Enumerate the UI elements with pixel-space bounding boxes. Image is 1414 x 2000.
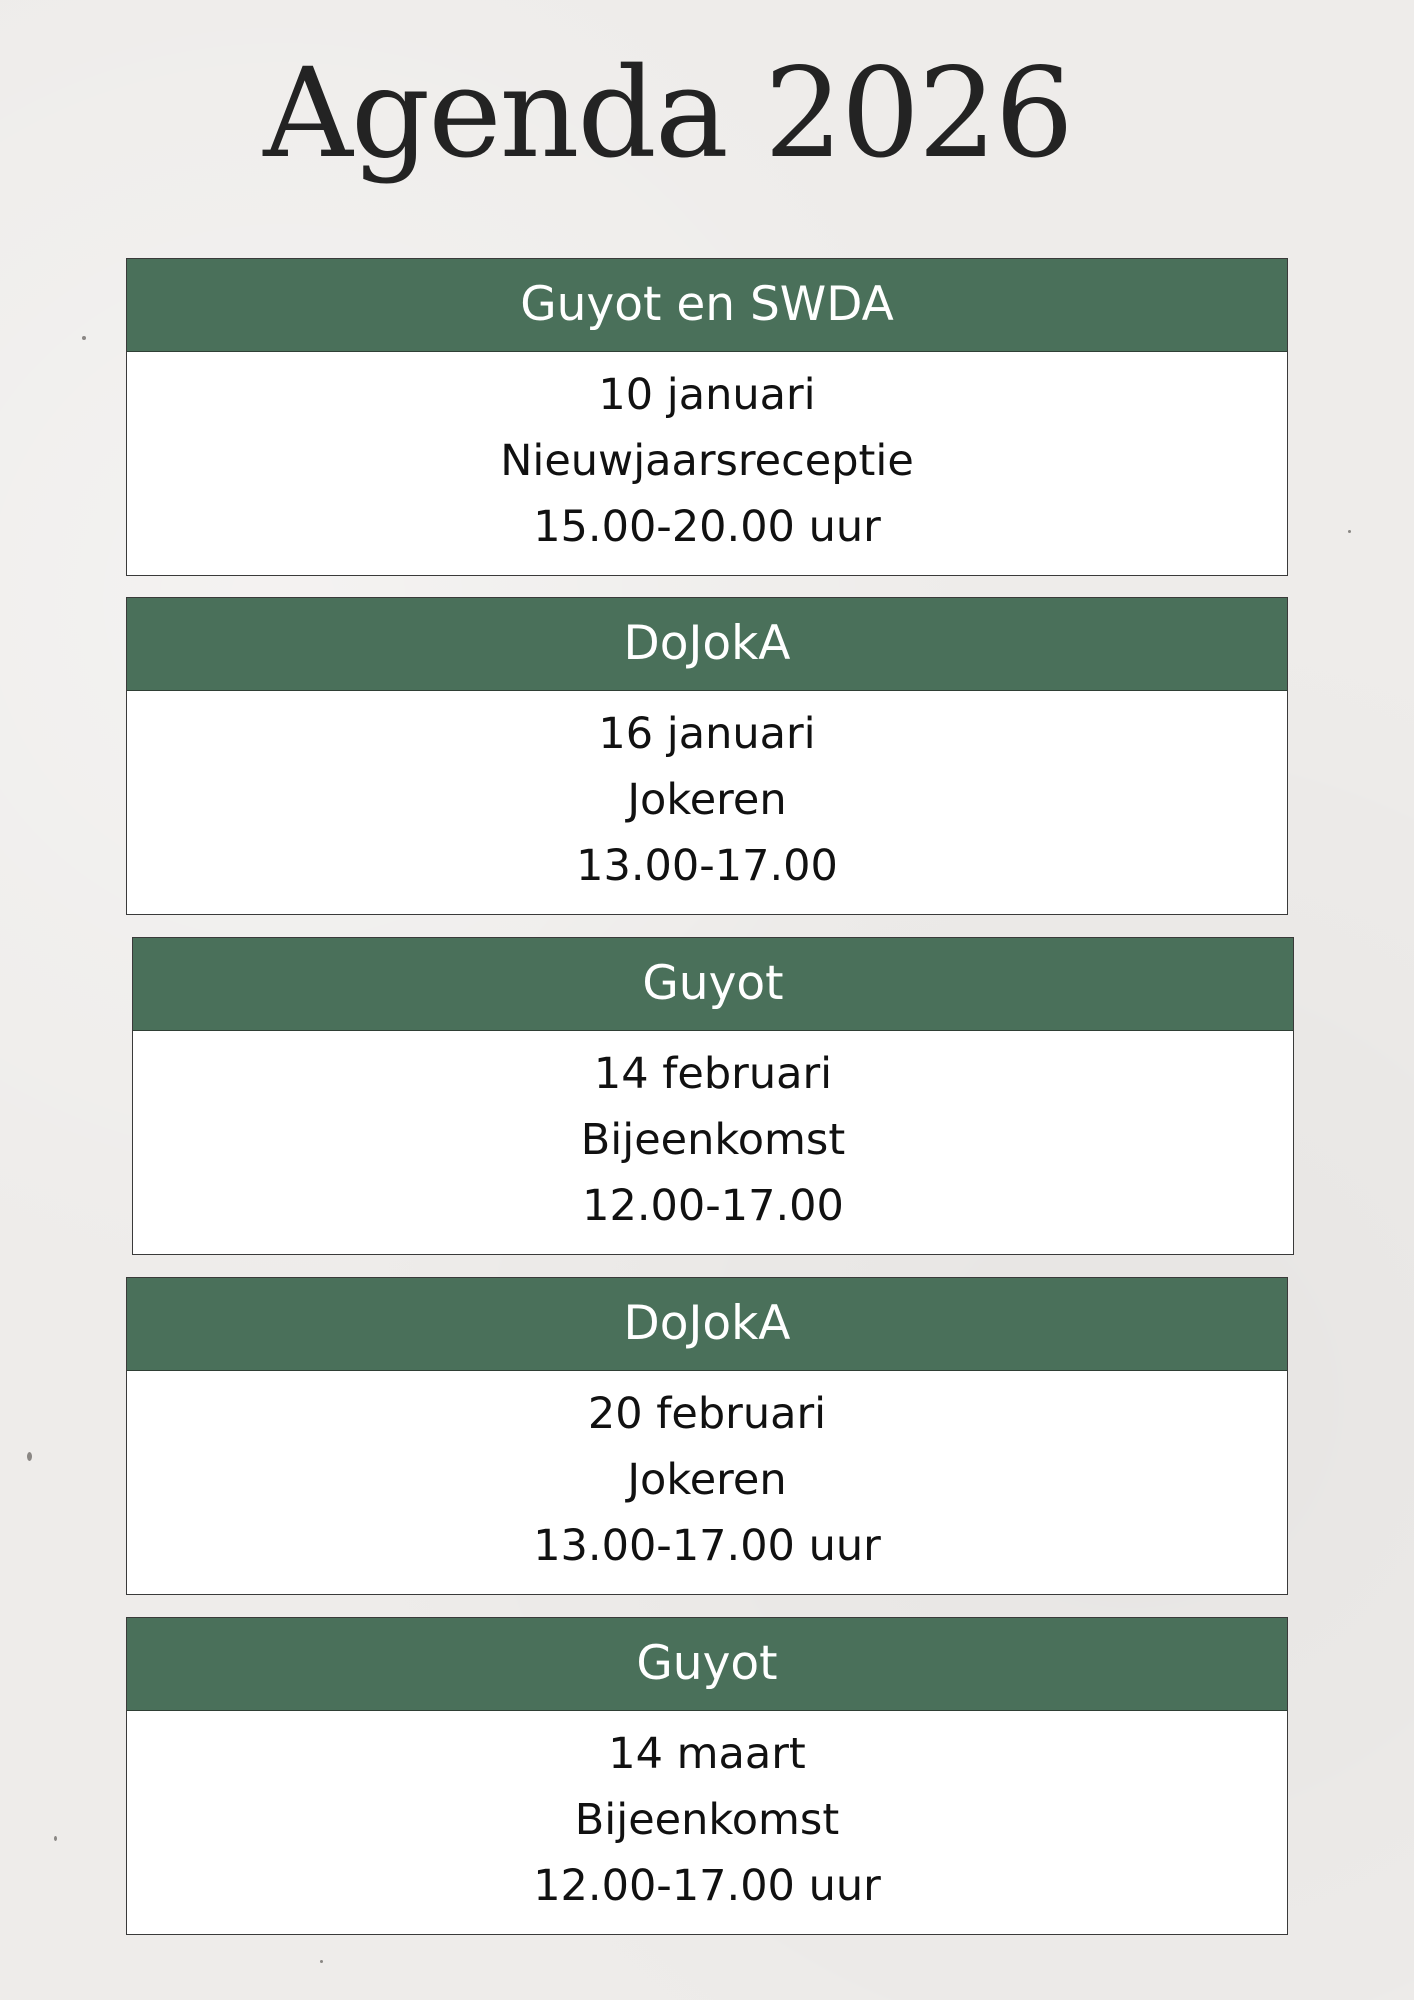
event-details — [133, 1031, 1293, 1254]
event-activity: Jokeren — [627, 1454, 787, 1505]
event-organizer: DoJokA — [127, 1278, 1287, 1371]
event-date: 14 februari — [593, 1048, 833, 1099]
event-organizer: Guyot en SWDA — [127, 259, 1287, 352]
event-time: 15.00-20.00 uur — [533, 501, 881, 552]
event-card — [126, 597, 1288, 915]
event-organizer: Guyot — [133, 938, 1293, 1031]
paper-speck — [1348, 530, 1351, 533]
event-card — [126, 1617, 1288, 1935]
page-title: Agenda 2026 — [263, 42, 1072, 186]
event-card — [132, 937, 1294, 1255]
event-date: 16 januari — [598, 708, 816, 759]
paper-speck — [54, 1836, 57, 1841]
event-date: 20 februari — [587, 1388, 827, 1439]
placeholder-text: Subject — [900, 478, 1004, 513]
paper-speck — [82, 336, 86, 340]
paper-speck — [27, 1452, 32, 1461]
event-time: 13.00-17.00 — [576, 840, 838, 891]
event-date: 10 januari — [598, 369, 816, 420]
event-organizer: Guyot — [127, 1618, 1287, 1711]
event-details — [127, 691, 1287, 914]
event-details — [127, 352, 1287, 575]
event-organizer: DoJokA — [127, 598, 1287, 691]
event-date: 14 maart — [608, 1728, 806, 1779]
event-details — [127, 1371, 1287, 1594]
event-activity: Nieuwjaarsreceptie — [500, 435, 914, 486]
event-card — [126, 258, 1288, 576]
event-time: 13.00-17.00 uur — [533, 1520, 881, 1571]
paper-speck — [320, 1960, 323, 1963]
event-activity: Bijeenkomst — [580, 1114, 846, 1165]
event-details — [127, 1711, 1287, 1934]
event-time: 12.00-17.00 uur — [533, 1860, 881, 1911]
event-activity: Bijeenkomst — [574, 1794, 840, 1845]
event-time: 12.00-17.00 — [582, 1180, 844, 1231]
event-activity: Jokeren — [627, 774, 787, 825]
event-card — [126, 1277, 1288, 1595]
